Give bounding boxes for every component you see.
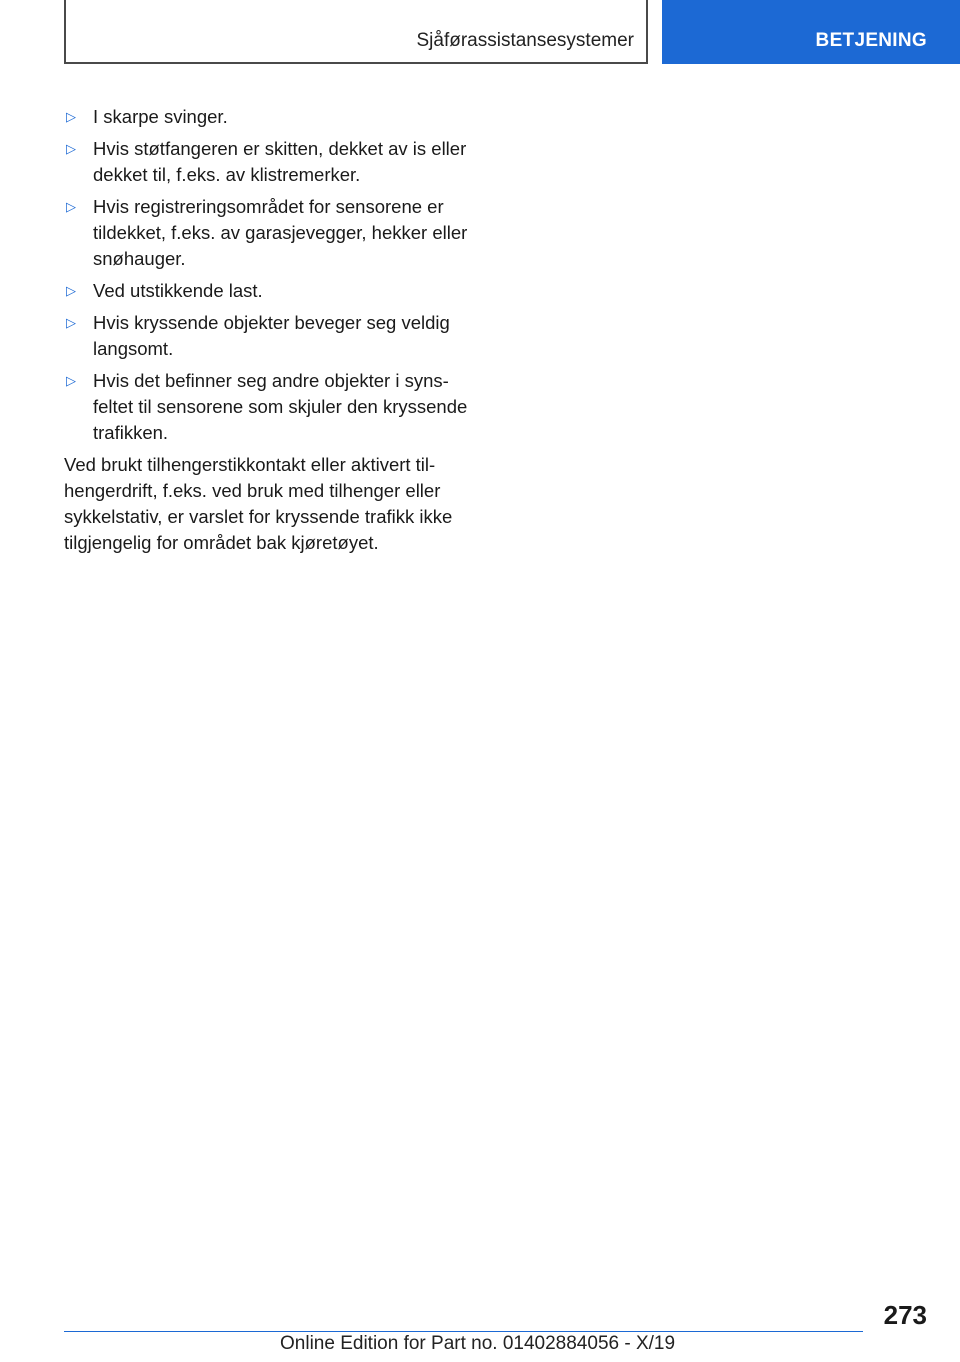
footer-divider (64, 1331, 863, 1332)
page-content (64, 104, 494, 556)
triangle-right-icon: ▷ (66, 141, 76, 156)
chapter-title: Sjåførassistansesystemer (416, 30, 634, 51)
list-item (64, 194, 494, 272)
chapter-header (64, 0, 648, 64)
list-item-line: dekket til, f.eks. av klistremerker. (93, 164, 361, 185)
triangle-right-icon: ▷ (66, 315, 76, 330)
list-item-line: Ved utstikkende last. (93, 280, 263, 301)
paragraph-line: tilgjengelig for området bak kjøretøyet. (64, 532, 379, 553)
list-item-line: I skarpe svinger. (93, 106, 228, 127)
list-item-line: Hvis kryssende objekter beveger seg veldig (93, 312, 450, 333)
list-item (64, 310, 494, 362)
triangle-right-icon: ▷ (66, 373, 76, 388)
paragraph-line: sykkelstativ, er varslet for kryssende trafikk ikke (64, 506, 453, 527)
triangle-right-icon: ▷ (66, 199, 76, 214)
edition-footer: Online Edition for Part no. 01402884056 - X/19 (280, 1333, 676, 1354)
list-item-line: feltet til sensorene som skjuler den kryssende (93, 396, 468, 417)
list-item-line: snøhauger. (93, 248, 186, 269)
list-item-line: trafikken. (93, 422, 169, 443)
list-item-line: langsomt. (93, 338, 174, 359)
page-number: 273 (883, 1300, 927, 1330)
list-item (64, 368, 494, 446)
section-tab (662, 0, 960, 64)
body-paragraph (64, 452, 494, 556)
list-item (64, 104, 494, 130)
list-item-line: Hvis støtfangeren er skitten, dekket av is eller (93, 138, 467, 159)
list-item-line: Hvis registreringsområdet for sensorene er (93, 196, 444, 217)
list-item (64, 278, 494, 304)
list-item-line: Hvis det befinner seg andre objekter i syns- (93, 370, 449, 391)
paragraph-line: hengerdrift, f.eks. ved bruk med tilhenger eller (64, 480, 441, 501)
list-item (64, 136, 494, 188)
bullet-list (64, 104, 494, 446)
triangle-right-icon: ▷ (66, 109, 76, 124)
section-label: BETJENING (815, 30, 927, 51)
paragraph-line: Ved brukt tilhengerstikkontakt eller aktivert til- (64, 454, 436, 475)
list-item-line: tildekket, f.eks. av garasjevegger, hekker eller (93, 222, 468, 243)
triangle-right-icon: ▷ (66, 283, 76, 298)
